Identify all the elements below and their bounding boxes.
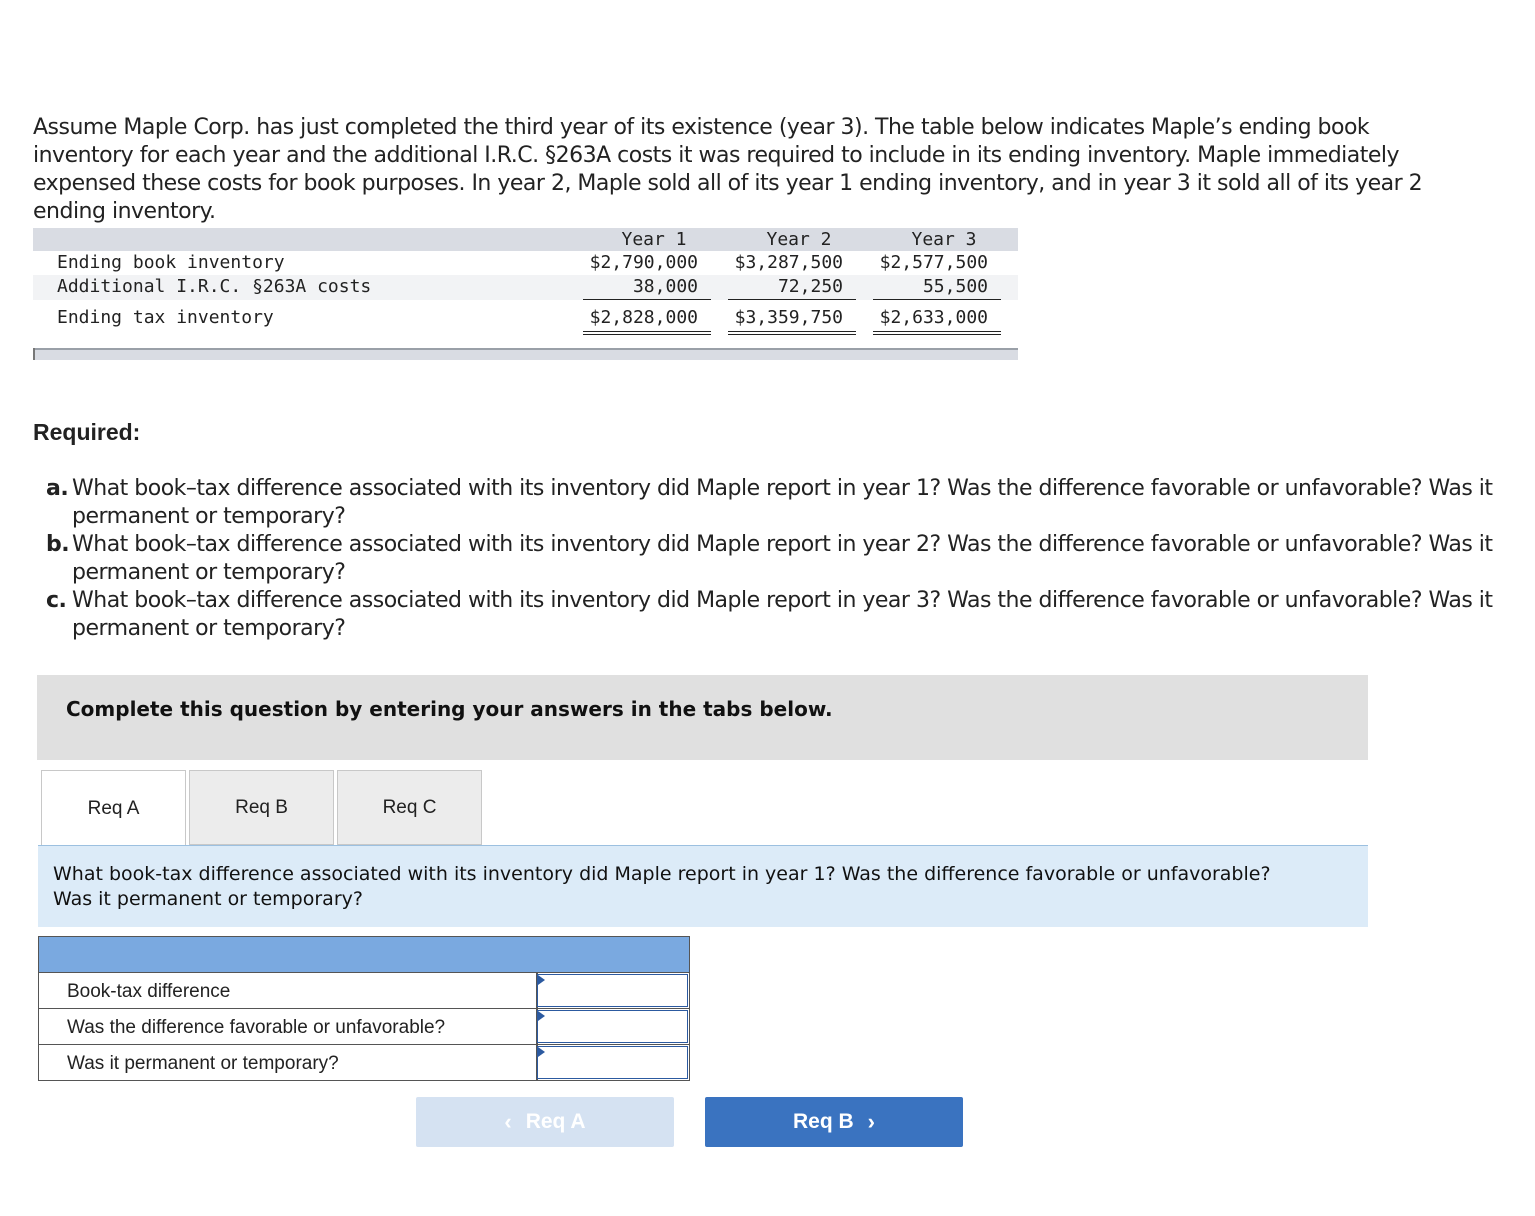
table-cell: $2,790,000	[589, 252, 698, 273]
input-flag-icon	[538, 1047, 545, 1057]
question-prompt-text: What book-tax difference associated with its inventory did Maple report in year 1? Was the difference favorable or unfavorable? Was it permanent or temporary?	[53, 863, 1271, 910]
total-double-underline	[583, 331, 711, 335]
input-flag-icon	[538, 1011, 545, 1021]
item-letter: b.	[46, 532, 70, 557]
table-cell: $3,359,750	[734, 307, 843, 328]
table-cell: 38,000	[632, 276, 698, 297]
table-cell: $3,287,500	[734, 252, 843, 273]
instruction-text: Complete this question by entering your answers in the tabs below.	[66, 697, 833, 721]
table-cell: 55,500	[922, 276, 988, 297]
chevron-left-icon: ‹	[504, 1109, 512, 1134]
subtotal-underline	[728, 299, 856, 300]
required-heading: Required:	[33, 419, 141, 445]
question-prompt-box	[38, 845, 1368, 927]
column-header-year-2: Year 2	[766, 229, 832, 250]
subtotal-underline	[873, 299, 1001, 300]
row-label-263a-costs: Additional I.R.C. §263A costs	[57, 276, 372, 297]
table-cell: 72,250	[777, 276, 843, 297]
column-header-year-3: Year 3	[911, 229, 977, 250]
table-header-band	[33, 228, 1018, 251]
row-label-ending-tax-inventory: Ending tax inventory	[57, 307, 274, 328]
list-item	[46, 475, 1496, 531]
intro-paragraph: Assume Maple Corp. has just completed the third year of its existence (year 3). The table below indicates Maple’s ending book inventory for each year and the additional I.R.C. §263A costs it was required to include in its ending inventory. Maple immediately expensed these costs for book purposes. In year 2, Maple sold all of its year 1 ending inventory, and in year 3 it sold all of its year 2 ending inventory.	[33, 115, 1423, 224]
tab-label: Req A	[87, 797, 140, 819]
total-double-underline	[728, 331, 856, 335]
tab-req-b[interactable]	[189, 770, 334, 845]
tab-req-c[interactable]	[337, 770, 482, 845]
table-cell: $2,633,000	[879, 307, 988, 328]
next-req-button[interactable]	[705, 1097, 963, 1147]
total-double-underline	[873, 331, 1001, 335]
required-list	[46, 475, 1496, 643]
column-header-year-1: Year 1	[621, 229, 687, 250]
favorable-unfavorable-select[interactable]	[537, 1010, 688, 1043]
table-cell: $2,828,000	[589, 307, 698, 328]
prev-req-button[interactable]	[416, 1097, 674, 1147]
input-flag-icon	[538, 975, 545, 985]
item-text: What book–tax difference associated with its inventory did Maple report in year 2? Was the difference favorable or unfavorable? Was it permanent or temporary?	[72, 532, 1493, 585]
subtotal-underline	[583, 299, 711, 300]
table-footer-band	[33, 348, 1018, 360]
permanent-temporary-select[interactable]	[537, 1046, 688, 1079]
chevron-right-icon: ›	[867, 1109, 875, 1134]
row-label-ending-book-inventory: Ending book inventory	[57, 252, 285, 273]
list-item	[46, 587, 1496, 643]
item-text: What book–tax difference associated with its inventory did Maple report in year 1? Was the difference favorable or unfavorable? Was it permanent or temporary?	[72, 476, 1493, 529]
answer-row-label: Was the difference favorable or unfavorable?	[67, 1017, 446, 1038]
table-row	[39, 1009, 689, 1045]
table-footer-tick	[33, 348, 35, 360]
book-tax-difference-input[interactable]	[537, 974, 688, 1007]
answer-row-label: Was it permanent or temporary?	[67, 1053, 339, 1074]
answer-row-label: Book-tax difference	[67, 981, 231, 1002]
table-cell: $2,577,500	[879, 252, 988, 273]
item-letter: a.	[46, 476, 69, 501]
item-text: What book–tax difference associated with its inventory did Maple report in year 3? Was the difference favorable or unfavorable? Was it permanent or temporary?	[72, 588, 1493, 641]
tab-req-a[interactable]	[41, 770, 186, 846]
table-row	[39, 973, 689, 1009]
answer-table-header	[39, 937, 689, 973]
tab-label: Req B	[235, 796, 288, 818]
inventory-table	[33, 228, 1018, 360]
next-button-label: Req B	[792, 1110, 854, 1133]
answer-table	[38, 936, 690, 1081]
table-row	[39, 1045, 689, 1081]
list-item	[46, 531, 1496, 587]
prev-button-label: Req A	[525, 1110, 586, 1133]
item-letter: c.	[46, 588, 67, 613]
tab-label: Req C	[382, 796, 437, 818]
instruction-banner	[37, 675, 1368, 760]
